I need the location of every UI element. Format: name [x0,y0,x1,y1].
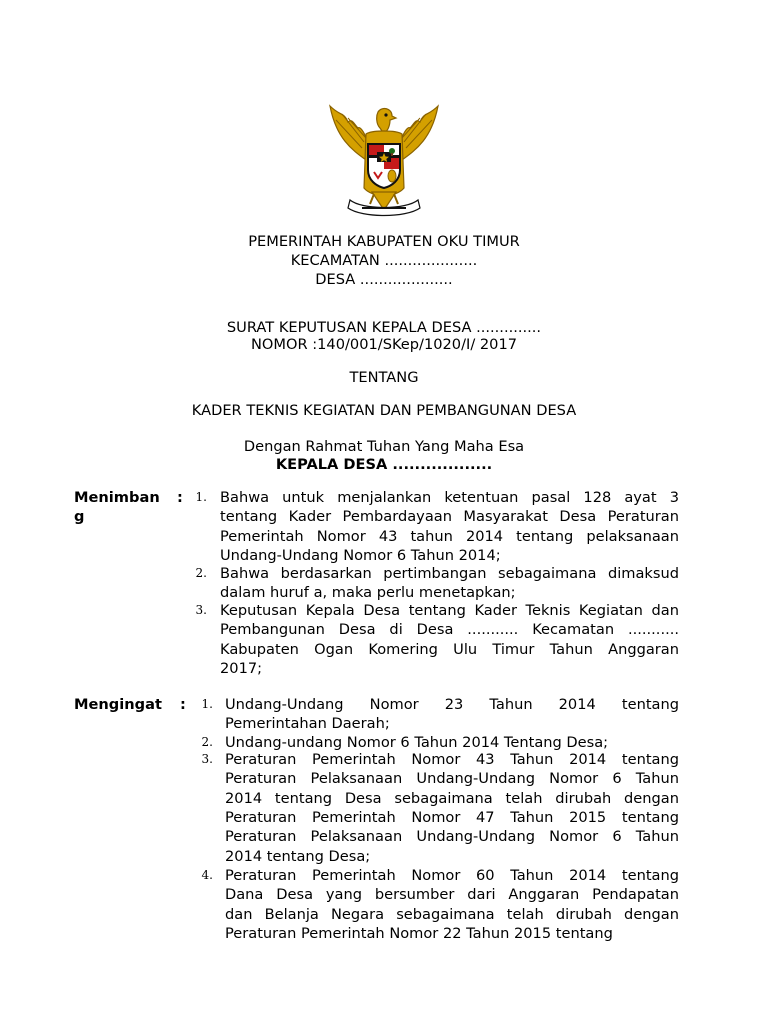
menimbang-item-line: 2017; [220,659,263,677]
menimbang-item-line: Bahwa untuk menjalankan ketentuan pasal 128 ayat 3 [220,489,679,506]
menimbang-item-line: dalam huruf a, maka perlu menetapkan; [220,584,516,602]
government-name: PEMERINTAH KABUPATEN OKU TIMUR [248,233,520,250]
mengingat-item-line: Peraturan Pemerintah Nomor 22 Tahun 2015 tentang [225,924,613,942]
mengingat-item-line: 2014 tentang Desa sebagaimana telah dirubah dengan [225,789,679,807]
mengingat-colon: : [180,696,186,713]
mengingat-item-line: Peraturan Pemerintah Nomor 60 Tahun 2014 tentang [225,867,679,884]
village-head-title: KEPALA DESA .................. [275,456,493,473]
mengingat-item-line: 2014 tentang Desa; [225,847,371,865]
menimbang-colon: : [177,489,183,506]
menimbang-item-number: 2. [195,566,207,580]
mengingat-item-number: 1. [201,697,213,711]
mengingat-item-line: Undang-undang Nomor 6 Tahun 2014 Tentang Desa; [225,734,609,751]
mengingat-item-number: 2. [201,735,213,749]
mengingat-item-number: 3. [201,752,213,766]
menimbang-item-line: Keputusan Kepala Desa tentang Kader Teknis Kegiatan dan [220,602,679,619]
mengingat-item-line: Peraturan Pemerintah Nomor 43 Tahun 2014 tentang [225,751,679,768]
decree-title: SURAT KEPUTUSAN KEPALA DESA .............. [226,319,542,336]
village-line: DESA .................... [315,271,453,288]
menimbang-item-line: tentang Kader Pembardayaan Masyarakat Desa Peraturan [220,508,679,526]
mengingat-item-line: Peraturan Pemerintah Nomor 47 Tahun 2015 tentang [225,808,679,826]
menimbang-item-line: Bahwa berdasarkan pertimbangan sebagaimana dimaksud [220,565,679,582]
menimbang-label-line2: g [74,508,85,525]
menimbang-item-line: Pembangunan Desa di Desa ........... Kecamatan ........... [220,621,679,639]
mengingat-item-line: Dana Desa yang bersumber dari Anggaran Pendapatan [225,886,679,904]
mengingat-item-line: Peraturan Pelaksanaan Undang-Undang Nomor 6 Tahun [225,828,679,846]
mengingat-item-line: Undang-Undang Nomor 23 Tahun 2014 tentang [225,696,679,713]
menimbang-item-line: Kabupaten Ogan Komering Ulu Timur Tahun Anggaran [220,640,679,658]
decree-number: NOMOR :140/001/SKep/1020/I/ 2017 [250,336,518,353]
tentang-label: TENTANG [349,369,419,386]
district-line: KECAMATAN .................... [290,252,478,269]
decree-subject: KADER TEKNIS KEGIATAN DAN PEMBANGUNAN DESA [191,402,577,419]
mengingat-item-number: 4. [201,868,213,882]
menimbang-item-number: 3. [195,603,207,617]
mengingat-item-line: dan Belanja Negara sebagaimana telah dirubah dengan [225,905,679,923]
blessing-line: Dengan Rahmat Tuhan Yang Maha Esa [243,438,525,455]
mengingat-item-line: Pemerintahan Daerah; [225,715,390,733]
menimbang-label-line1: Menimban [74,489,160,506]
garuda-emblem-icon [322,98,446,222]
menimbang-item-number: 1. [195,490,207,504]
menimbang-item-line: Undang-Undang Nomor 6 Tahun 2014; [220,546,501,564]
mengingat-item-line: Peraturan Pelaksanaan Undang-Undang Nomor 6 Tahun [225,770,679,788]
mengingat-label: Mengingat [74,696,162,713]
menimbang-item-line: Pemerintah Nomor 43 tahun 2014 tentang pelaksanaan [220,527,679,545]
